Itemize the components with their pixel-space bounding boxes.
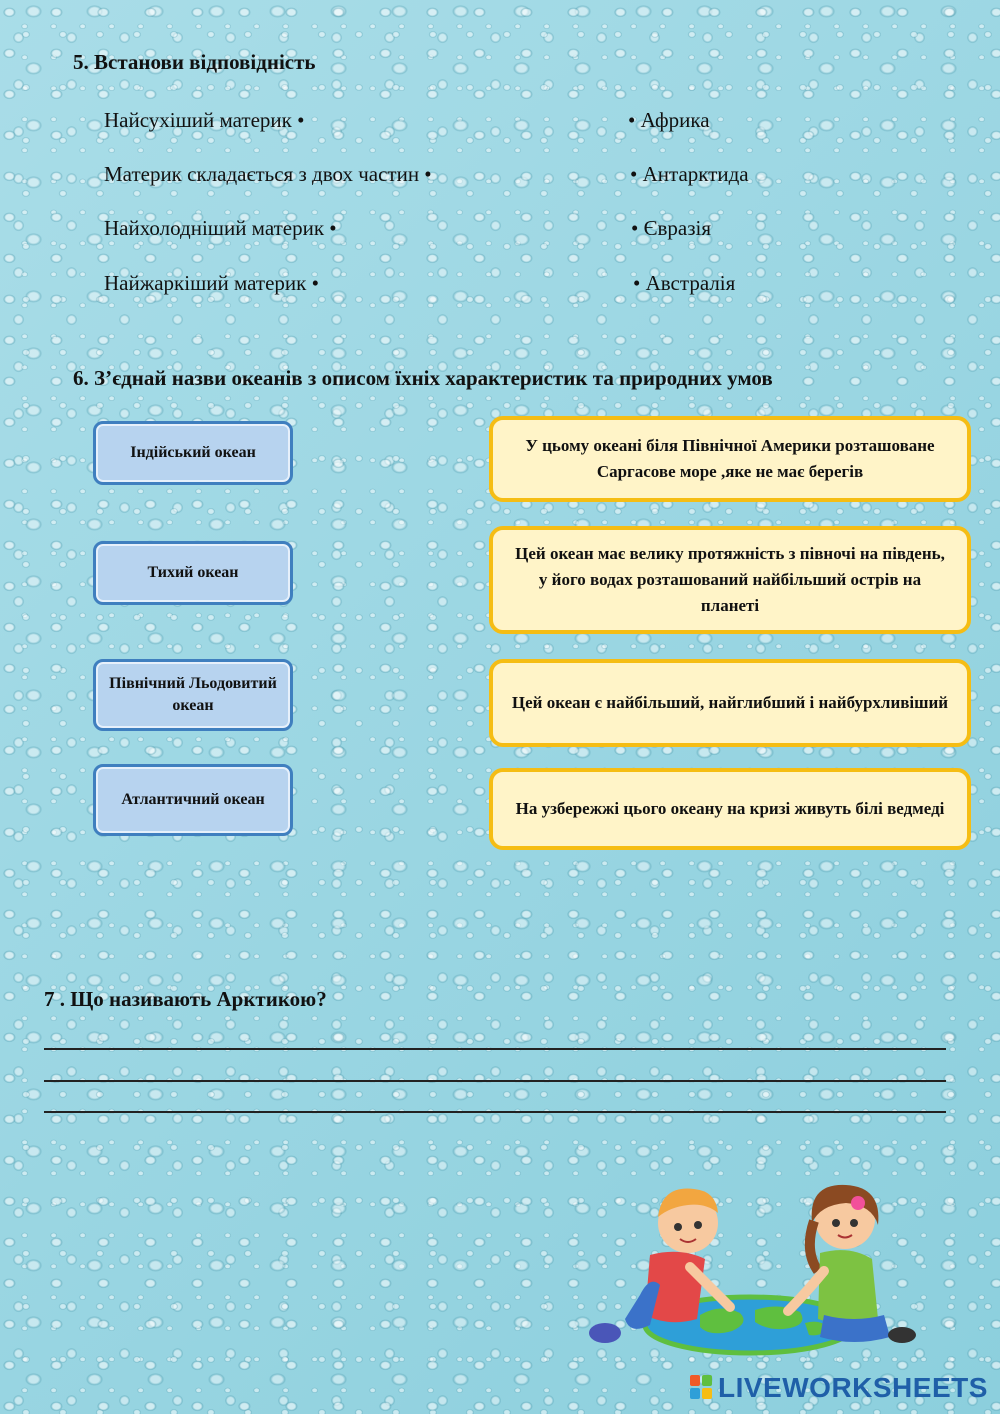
answer-line[interactable] <box>44 1080 946 1082</box>
description-text: Цей океан має велику протяжність з півночі на південь, у його водах розташований найбільший острів на планеті <box>515 544 945 615</box>
q5-left-item: Найжаркіший материк • <box>104 271 319 295</box>
q5-left-item: Найхолодніший материк • <box>104 216 337 240</box>
description-text: На узбережжі цього океану на кризі живуть білі ведмеді <box>515 799 945 818</box>
liveworksheets-logo <box>690 1372 988 1404</box>
q6-title: 6. З’єднай назви океанів з описом їхніх характеристик та природних умов <box>73 366 773 390</box>
q5-left-item: Найсухіший материк • <box>104 108 305 132</box>
ocean-card-atlantic[interactable] <box>93 764 293 836</box>
q5-right-item: • Австралія <box>633 271 736 295</box>
q5-title: 5. Встанови відповідність <box>73 50 316 74</box>
description-card[interactable] <box>489 526 971 634</box>
ocean-label: Тихий океан <box>147 564 239 581</box>
description-card[interactable] <box>489 416 971 502</box>
q5-right-item: • Антарктида <box>630 162 749 186</box>
description-card[interactable] <box>489 659 971 747</box>
description-text: У цьому океані біля Північної Америки розташоване Саргасове море ,яке не має берегів <box>525 436 935 481</box>
ocean-label: Північний Льодовитий океан <box>109 675 277 714</box>
description-card[interactable] <box>489 768 971 850</box>
answer-line[interactable] <box>44 1111 946 1113</box>
children-globe-illustration <box>580 1175 925 1365</box>
q5-right-item: • Африка <box>628 108 710 132</box>
description-text: Цей океан є найбільший, найглибший і найбурхливіший <box>511 693 949 712</box>
answer-line[interactable] <box>44 1048 946 1050</box>
q5-right-item: • Євразія <box>631 216 711 240</box>
logo-text: LIVEWORKSHEETS <box>718 1372 988 1403</box>
ocean-label: Індійський океан <box>130 444 256 461</box>
ocean-label: Атлантичний океан <box>121 791 265 808</box>
ocean-card-indian[interactable] <box>93 421 293 485</box>
q5-left-item: Материк складається з двох частин • <box>104 162 432 186</box>
ocean-card-pacific[interactable] <box>93 541 293 605</box>
q7-title: 7 . Що називають Арктикою? <box>44 987 327 1011</box>
ocean-card-arctic[interactable] <box>93 659 293 731</box>
liveworksheets-logo-icon <box>690 1375 714 1401</box>
